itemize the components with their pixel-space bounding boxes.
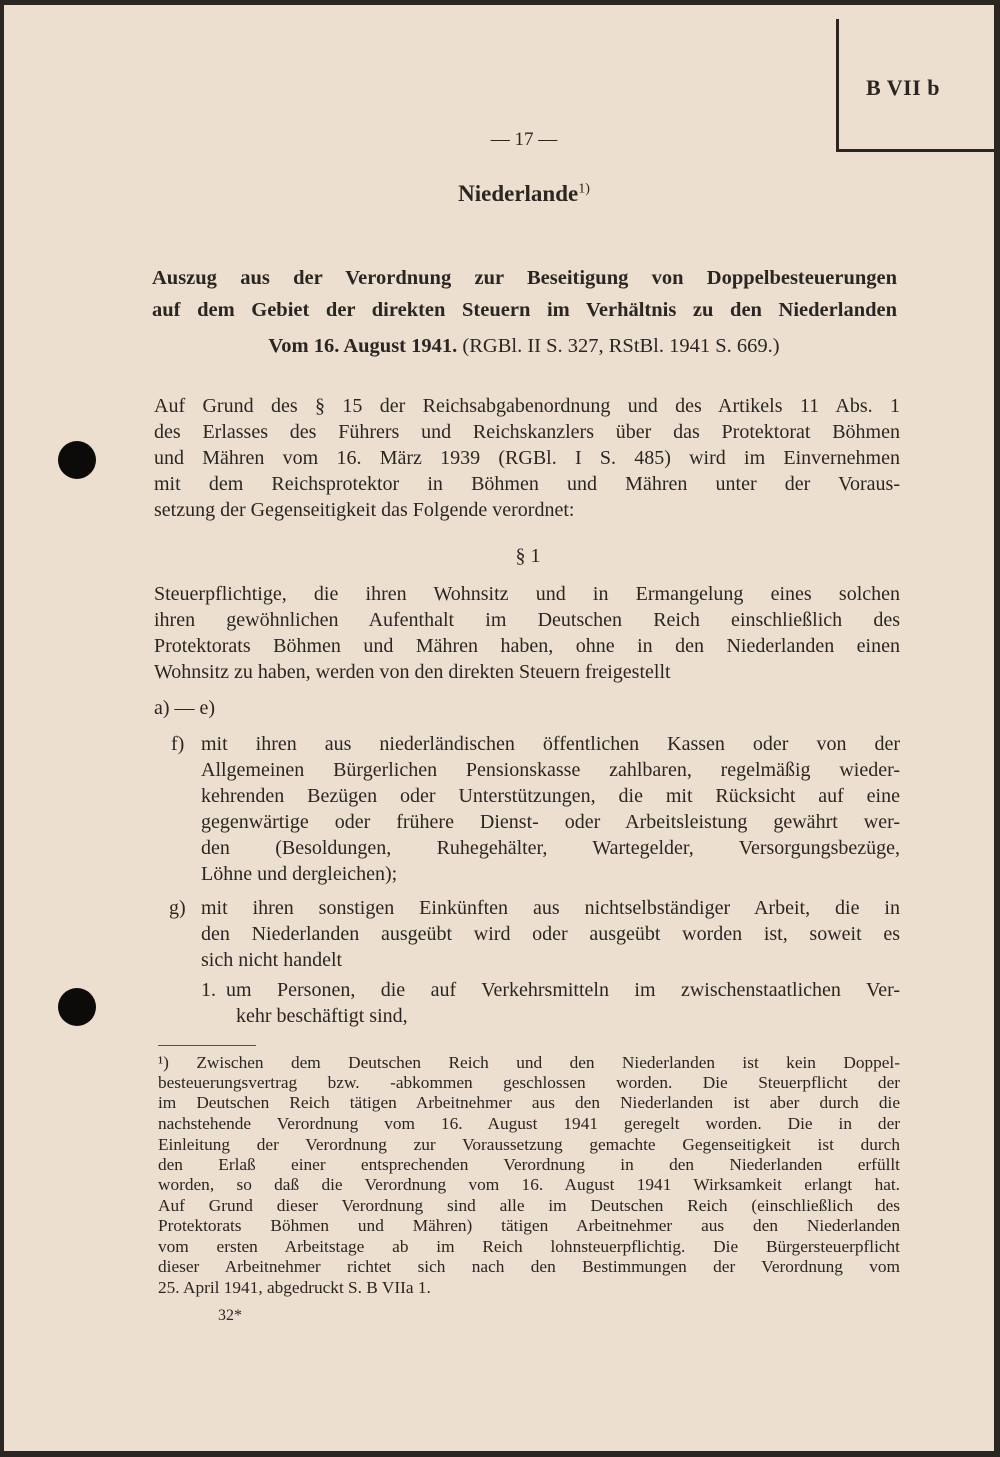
footnote-line: worden, so daß die Verordnung vom 16. August 1941 Wirksamkeit erlangt hat. [158, 1175, 900, 1194]
footnote-line: den Erlaß einer entsprechenden Verordnung in den Niederlanden erfüllt [158, 1155, 900, 1174]
punch-hole-upper [58, 441, 96, 479]
sub-item-1-line: kehr beschäftigt sind, [236, 1005, 408, 1027]
footnote-line: 25. April 1941, abgedruckt S. B VIIa 1. [158, 1278, 431, 1297]
footnote-line: Auf Grund dieser Verordnung sind alle im Deutschen Reich (einschließlich des [158, 1196, 900, 1215]
item-f-line: Allgemeinen Bürgerlichen Pensionskasse zahlbaren, regelmäßig wieder- [201, 759, 900, 781]
footnote-line: dieser Arbeitnehmer richtet sich nach den Bestimmungen der Verordnung vom [158, 1257, 900, 1276]
section1-line: Steuerpflichtige, die ihren Wohnsitz und in Ermangelung eines solchen [154, 583, 900, 605]
preamble-line: des Erlasses des Führers und Reichskanzlers über das Protektorat Böhmen [154, 421, 900, 443]
punch-hole-lower [58, 988, 96, 1026]
section1-line: Wohnsitz zu haben, werden von den direkten Steuern freigestellt [154, 661, 671, 683]
subtitle-line-3 [4, 335, 994, 358]
page-number: — 17 — [490, 129, 558, 150]
preamble-line: Auf Grund des § 15 der Reichsabgabenordnung und des Artikels 11 Abs. 1 [154, 395, 900, 417]
item-a-e: a) — e) [154, 697, 216, 719]
item-f-line: den (Besoldungen, Ruhegehälter, Wartegelder, Versorgungsbezüge, [201, 837, 900, 859]
item-g-line: den Niederlanden ausgeübt wird oder ausgeübt worden ist, soweit es [201, 923, 900, 945]
preamble-line: setzung der Gegenseitigkeit das Folgende verordnet: [154, 499, 575, 521]
item-f-line: mit ihren aus niederländischen öffentlichen Kassen oder von der [201, 733, 900, 755]
footnote-line: ¹) Zwischen dem Deutschen Reich und den Niederlanden ist kein Doppel- [158, 1053, 900, 1072]
section-mark: § 1 [515, 545, 541, 567]
item-g-line: sich nicht handelt [201, 949, 343, 971]
page-title [4, 181, 994, 207]
subtitle-date: Vom 16. August 1941. [268, 335, 458, 357]
section1-line: ihren gewöhnlichen Aufenthalt im Deutschen Reich einschließlich des [154, 609, 900, 631]
footnote-line: nachstehende Verordnung vom 16. August 1941 geregelt worden. Die in der [158, 1114, 900, 1133]
sub-item-1-line: um Personen, die auf Verkehrsmitteln im zwischenstaatlichen Ver- [226, 979, 900, 1001]
subtitle-line-1: Auszug aus der Verordnung zur Beseitigung von Doppelbesteuerungen [152, 267, 897, 289]
subtitle-line-2: auf dem Gebiet der direkten Steuern im Verhältnis zu den Niederlanden [152, 299, 897, 321]
title-text: Niederlande [458, 181, 579, 206]
item-f-line: Löhne und dergleichen); [201, 863, 398, 885]
corner-label: B VII b [866, 75, 941, 100]
sub-item-1-label: 1. [201, 979, 216, 1001]
footnote-rule [158, 1045, 256, 1046]
item-f-line: kehrenden Bezügen oder Unterstützungen, die mit Rücksicht auf eine [201, 785, 900, 807]
footnote-line: besteuerungsvertrag bzw. -abkommen geschlossen worden. Die Steuerpflicht der [158, 1073, 900, 1092]
subtitle-citation: (RGBl. II S. 327, RStBl. 1941 S. 669.) [457, 335, 780, 357]
footnote-line: Protektorats Böhmen und Mähren) tätigen Arbeitnehmer aus den Niederlanden [158, 1216, 900, 1235]
title-footnote-mark: 1) [578, 181, 590, 197]
item-f-label: f) [171, 733, 185, 755]
footnote-line: vom ersten Arbeitstage ab im Reich lohnsteuerpflichtig. Die Bürgersteuerpflicht [158, 1237, 900, 1256]
section1-line: Protektorats Böhmen und Mähren haben, ohne in den Niederlanden einen [154, 635, 900, 657]
preamble-line: und Mähren vom 16. März 1939 (RGBl. I S. 485) wird im Einvernehmen [154, 447, 900, 469]
document-page [4, 5, 994, 1451]
preamble-line: mit dem Reichsprotektor in Böhmen und Mähren unter der Voraus- [154, 473, 900, 495]
footnote-line: Einleitung der Verordnung zur Voraussetzung gemachte Gegenseitigkeit ist durch [158, 1135, 900, 1154]
item-g-label: g) [169, 897, 186, 919]
item-g-line: mit ihren sonstigen Einkünften aus nichtselbständiger Arbeit, die in [201, 897, 900, 919]
footnote-line: im Deutschen Reich tätigen Arbeitnehmer aus den Niederlanden ist aber durch die [158, 1093, 900, 1112]
item-f-line: gegenwärtige oder frühere Dienst- oder Arbeitsleistung gewährt wer- [201, 811, 900, 833]
signature-mark: 32* [218, 1307, 242, 1324]
